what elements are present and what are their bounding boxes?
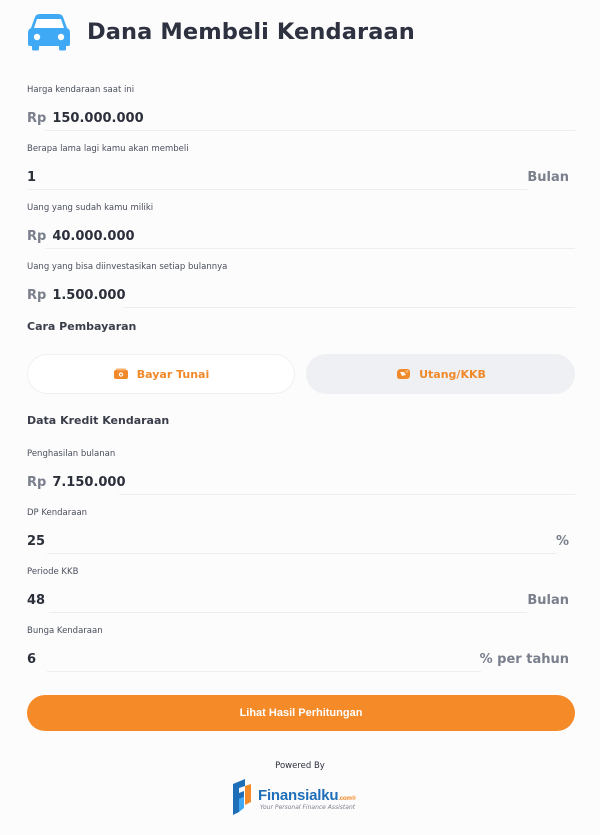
currency-prefix: Rp — [27, 474, 47, 490]
field-uang-dimiliki — [27, 202, 575, 249]
cash-icon — [113, 367, 129, 381]
field-label: Berapa lama lagi kamu akan membeli — [27, 144, 189, 154]
input-underline — [123, 307, 575, 308]
field-penghasilan — [27, 448, 575, 495]
field-label: Periode KKB — [27, 567, 79, 577]
unit-suffix: % per tahun — [479, 651, 569, 667]
input-underline — [45, 130, 575, 131]
bunga-value: 6 — [27, 651, 37, 667]
lihat-hasil-button[interactable]: Lihat Hasil Perhitungan — [27, 695, 575, 731]
investasi-input[interactable] — [27, 282, 575, 308]
credit-icon — [395, 367, 411, 381]
periode-value: 48 — [27, 592, 46, 608]
powered-by-label: Powered By — [275, 761, 325, 771]
unit-suffix: Bulan — [527, 169, 569, 185]
field-lama-membeli — [27, 143, 575, 190]
currency-prefix: Rp — [27, 287, 47, 303]
section-title-pembayaran: Cara Pembayaran — [27, 320, 137, 333]
bayar-tunai-label: Bayar Tunai — [136, 367, 210, 381]
dp-input[interactable] — [27, 528, 575, 554]
input-underline — [119, 494, 575, 495]
uang-input[interactable] — [27, 223, 575, 249]
brand-domain: .com — [338, 796, 352, 802]
input-underline — [47, 553, 557, 554]
input-underline — [27, 189, 527, 190]
field-label: Harga kendaraan saat ini — [27, 85, 135, 95]
uang-value: 40.000.000 — [52, 228, 135, 244]
dp-value: 25 — [27, 533, 46, 549]
currency-prefix: Rp — [27, 110, 47, 126]
field-label: Bunga Kendaraan — [27, 626, 103, 636]
field-dp-kendaraan — [27, 507, 575, 554]
input-underline — [49, 612, 527, 613]
brand-name — [258, 787, 356, 804]
harga-input[interactable] — [27, 105, 575, 131]
input-underline — [45, 248, 575, 249]
finansialku-logo[interactable] — [231, 778, 381, 820]
page-header — [27, 12, 415, 52]
page-title: Dana Membeli Kendaraan — [87, 19, 415, 45]
lama-value: 1 — [27, 169, 37, 185]
field-label: Penghasilan bulanan — [27, 449, 116, 459]
field-label: Uang yang bisa diinvestasikan setiap bulannya — [27, 262, 228, 272]
periode-input[interactable] — [27, 587, 575, 613]
lama-input[interactable] — [27, 164, 575, 190]
investasi-value: 1.500.000 — [52, 287, 126, 303]
field-bunga-kendaraan — [27, 625, 575, 672]
utang-kkb-button[interactable] — [306, 354, 575, 394]
utang-kkb-label: Utang/KKB — [419, 367, 486, 381]
penghasilan-input[interactable] — [27, 469, 575, 495]
brand-registered-mark: ® — [351, 796, 356, 802]
field-periode-kkb — [27, 566, 575, 613]
currency-prefix: Rp — [27, 228, 47, 244]
car-icon — [27, 13, 71, 51]
input-underline — [47, 671, 481, 672]
brand-tagline: Your Personal Finance Assistant — [260, 804, 356, 811]
field-label: Uang yang sudah kamu miliki — [27, 203, 154, 213]
bayar-tunai-button[interactable] — [27, 354, 295, 394]
penghasilan-value: 7.150.000 — [52, 474, 126, 490]
field-harga-kendaraan — [27, 84, 575, 131]
brand-wordmark: Finansialku — [258, 787, 339, 804]
finansialku-logo-icon — [231, 778, 253, 818]
field-investasi-bulanan — [27, 261, 575, 308]
harga-value: 150.000.000 — [52, 110, 144, 126]
field-label: DP Kendaraan — [27, 508, 88, 518]
unit-suffix: Bulan — [527, 592, 569, 608]
unit-suffix: % — [555, 533, 569, 549]
bunga-input[interactable] — [27, 646, 575, 672]
section-title-kredit: Data Kredit Kendaraan — [27, 414, 170, 427]
